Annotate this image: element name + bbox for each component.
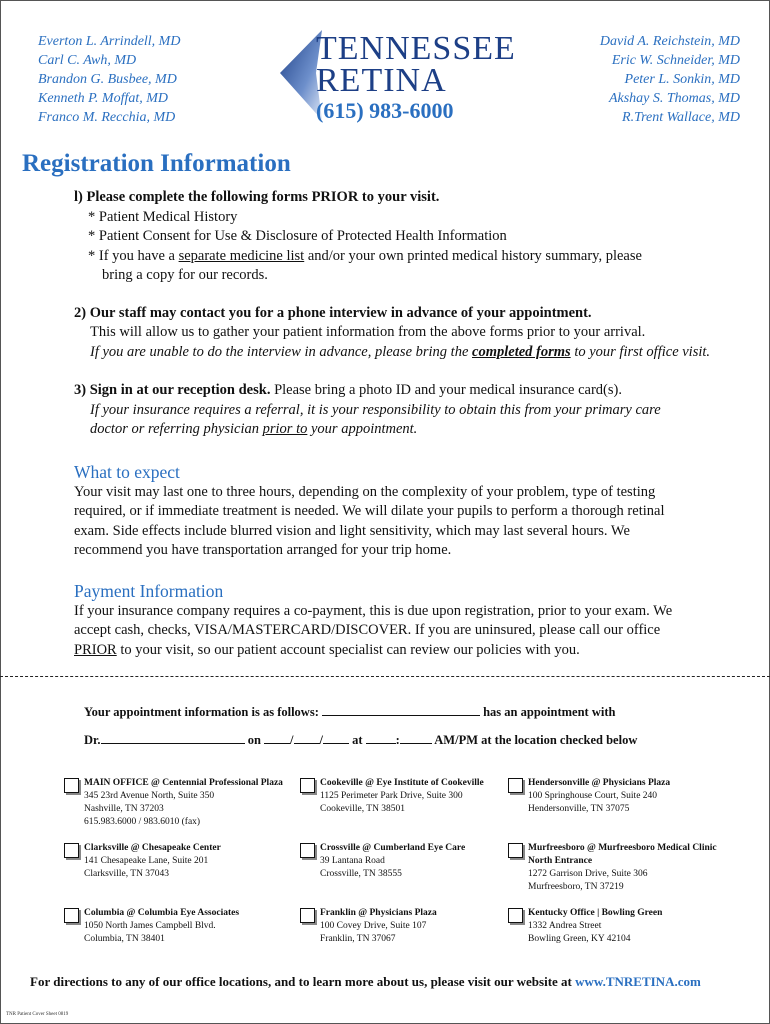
location-entrance: North Entrance	[528, 856, 593, 866]
location-name: Kentucky Office | Bowling Green	[528, 908, 663, 918]
location-checkbox[interactable]	[64, 843, 79, 858]
location-name: Franklin @ Physicians Plaza	[320, 908, 437, 918]
location-address: 141 Chesapeake Lane, Suite 201	[84, 856, 209, 866]
registration-title: Registration Information	[22, 150, 291, 177]
step1-bullet	[88, 247, 642, 267]
location-city: Murfreesboro, TN 37219	[528, 882, 624, 892]
location-name: Cookeville @ Eye Institute of Cookeville	[320, 778, 484, 788]
location-city: Bowling Green, KY 42104	[528, 934, 631, 944]
location-option[interactable]	[528, 907, 748, 946]
what-to-expect-title: What to expect	[74, 462, 180, 482]
bullet-text: and/or your own printed medical history summary, please	[304, 248, 642, 264]
year-field[interactable]	[323, 731, 349, 744]
at-label: at	[352, 733, 363, 747]
location-name: Columbia @ Columbia Eye Associates	[84, 908, 240, 918]
footer-directions	[30, 974, 701, 990]
expect-text: required, or if immediate treatment is needed. We will dilate your pupils to perform a thorough retinal	[74, 503, 665, 519]
completed-forms-emphasis: completed forms	[472, 344, 571, 360]
location-address: 1272 Garrison Drive, Suite 306	[528, 869, 648, 879]
bullet-text: * If you have a	[88, 248, 179, 264]
payment-information-title: Payment Information	[74, 581, 224, 601]
location-name: MAIN OFFICE @ Centennial Professional Plaza	[84, 778, 283, 788]
expect-text: recommend you have transportation arranged for your trip home.	[74, 542, 452, 558]
location-name: Clarksville @ Chesapeake Center	[84, 843, 221, 853]
location-checkbox[interactable]	[508, 778, 523, 793]
location-checkbox[interactable]	[300, 778, 315, 793]
italic-text: If you are unable to do the interview in advance, please bring the	[90, 344, 473, 360]
step1-bullet: * Patient Medical History	[88, 209, 238, 225]
location-city: Cookeville, TN 38501	[320, 804, 406, 814]
expect-text: exam. Side effects include blurred vision and light sensitivity, which may last several hours. We	[74, 523, 630, 539]
prior-to-emphasis: prior to	[262, 421, 308, 437]
location-option[interactable]	[320, 907, 540, 946]
location-city: Hendersonville, TN 37075	[528, 804, 630, 814]
payment-text	[74, 641, 580, 661]
location-checkbox[interactable]	[300, 843, 315, 858]
appointment-intro-label: Your appointment information is as follows:	[84, 705, 319, 719]
payment-text: If your insurance company requires a co-payment, this is due upon registration, prior to your exam. We	[74, 603, 673, 619]
location-option[interactable]	[320, 777, 540, 816]
doctor-name: Brandon G. Busbee, MD	[38, 72, 177, 87]
location-option[interactable]	[528, 842, 748, 894]
location-name: Crossville @ Cumberland Eye Care	[320, 843, 466, 853]
step3-text: If your insurance requires a referral, it is your responsibility to obtain this from your primary care	[90, 402, 661, 418]
step3-text	[90, 420, 417, 440]
date-separator: /	[319, 733, 323, 747]
doctor-name: Akshay S. Thomas, MD	[608, 91, 740, 106]
location-option[interactable]	[84, 907, 304, 946]
location-address: 1125 Perimeter Park Drive, Suite 300	[320, 791, 463, 801]
patient-name-field[interactable]	[322, 703, 480, 716]
phone-number: (615) 983-6000	[316, 98, 454, 123]
location-city: Crossville, TN 38555	[320, 869, 402, 879]
has-appointment-label: has an appointment with	[483, 705, 616, 719]
step2-text: This will allow us to gather your patient information from the above forms prior to your arrival.	[90, 324, 646, 340]
tennessee-retina-logo	[276, 28, 516, 128]
doctor-name: R.Trent Wallace, MD	[622, 110, 740, 125]
location-name: Murfreesboro @ Murfreesboro Medical Clinic	[528, 843, 717, 853]
location-checkbox[interactable]	[508, 908, 523, 923]
logo-text-line1: TENNESSEE	[316, 30, 516, 67]
doctors-list-right	[600, 32, 740, 127]
expect-text: Your visit may last one to three hours, depending on the complexity of your problem, type of testing	[74, 484, 656, 500]
location-city: Nashville, TN 37203	[84, 804, 164, 814]
location-address: 100 Springhouse Court, Suite 240	[528, 791, 658, 801]
step2-heading: 2) Our staff may contact you for a phone interview in advance of your appointment.	[74, 305, 592, 321]
location-checkbox[interactable]	[64, 908, 79, 923]
location-option[interactable]	[84, 777, 304, 829]
step2-text-italic	[90, 343, 710, 363]
location-address: 345 23rd Avenue North, Suite 350	[84, 791, 215, 801]
separate-medicine-list-link: separate medicine list	[178, 248, 305, 264]
location-checkbox[interactable]	[64, 778, 79, 793]
location-checkbox[interactable]	[300, 908, 315, 923]
italic-text: doctor or referring physician	[90, 421, 263, 437]
location-name: Hendersonville @ Physicians Plaza	[528, 778, 671, 788]
doctor-name: Franco M. Recchia, MD	[38, 110, 176, 125]
italic-text: your appointment.	[307, 421, 418, 437]
step3-heading	[74, 381, 622, 401]
step1-bullet: * Patient Consent for Use & Disclosure of Protected Health Information	[88, 228, 507, 244]
form-id-label: TNR Patient Cover Sheet 0819	[6, 1012, 69, 1017]
step3-heading-rest: Please bring a photo ID and your medical insurance card(s).	[270, 382, 622, 398]
doctor-name: David A. Reichstein, MD	[599, 34, 740, 49]
step1-heading: l) Please complete the following forms PRIOR to your visit.	[74, 189, 440, 205]
location-city: Clarksville, TN 37043	[84, 869, 170, 879]
doctor-name: Peter L. Sonkin, MD	[624, 72, 740, 87]
payment-text: accept cash, checks, VISA/MASTERCARD/DISCOVER. If you are uninsured, please call our office	[74, 622, 661, 638]
prior-emphasis: PRIOR	[74, 642, 117, 658]
appointment-details-line	[84, 731, 637, 748]
month-field[interactable]	[264, 731, 290, 744]
doctors-list-left	[38, 32, 180, 127]
location-address: 100 Covey Drive, Suite 107	[320, 921, 427, 931]
location-phone: 615.983.6000 / 983.6010 (fax)	[84, 817, 201, 827]
location-address: 1050 North James Campbell Blvd.	[84, 921, 216, 931]
location-option[interactable]	[528, 777, 748, 816]
italic-text: to your first office visit.	[570, 344, 711, 360]
location-option[interactable]	[320, 842, 540, 881]
location-option[interactable]	[84, 842, 304, 881]
on-label: on	[247, 733, 261, 747]
dr-label: Dr.	[84, 733, 101, 747]
location-city: Columbia, TN 38401	[84, 934, 165, 944]
location-checkbox[interactable]	[508, 843, 523, 858]
footer-directions-text: For directions to any of our office locations, and to learn more about us, please visit our website at	[30, 974, 576, 989]
doctor-name: Carl C. Awh, MD	[38, 53, 137, 68]
doctor-name: Everton L. Arrindell, MD	[38, 34, 181, 49]
website-link[interactable]: www.TNRETINA.com	[575, 974, 701, 989]
hour-field[interactable]	[366, 731, 396, 744]
minute-field[interactable]	[400, 731, 432, 744]
appointment-intro-line	[84, 703, 615, 720]
location-address: 1332 Andrea Street	[528, 921, 602, 931]
payment-text-rest: to your visit, so our patient account specialist can review our policies with you.	[116, 642, 580, 658]
date-separator: /	[290, 733, 294, 747]
doctor-name: Kenneth P. Moffat, MD	[38, 91, 169, 106]
logo-text-line2: RETINA	[316, 62, 447, 99]
cut-line-divider	[0, 676, 770, 677]
day-field[interactable]	[294, 731, 320, 744]
step3-heading-bold: 3) Sign in at our reception desk.	[74, 382, 271, 398]
step1-bullet-continued: bring a copy for our records.	[102, 267, 268, 283]
doctor-name: Eric W. Schneider, MD	[611, 53, 740, 68]
ampm-location-label: AM/PM at the location checked below	[434, 733, 638, 747]
time-separator: :	[395, 733, 400, 747]
location-city: Franklin, TN 37067	[320, 934, 396, 944]
location-address: 39 Lantana Road	[320, 856, 385, 866]
doctor-name-field[interactable]	[101, 731, 245, 744]
